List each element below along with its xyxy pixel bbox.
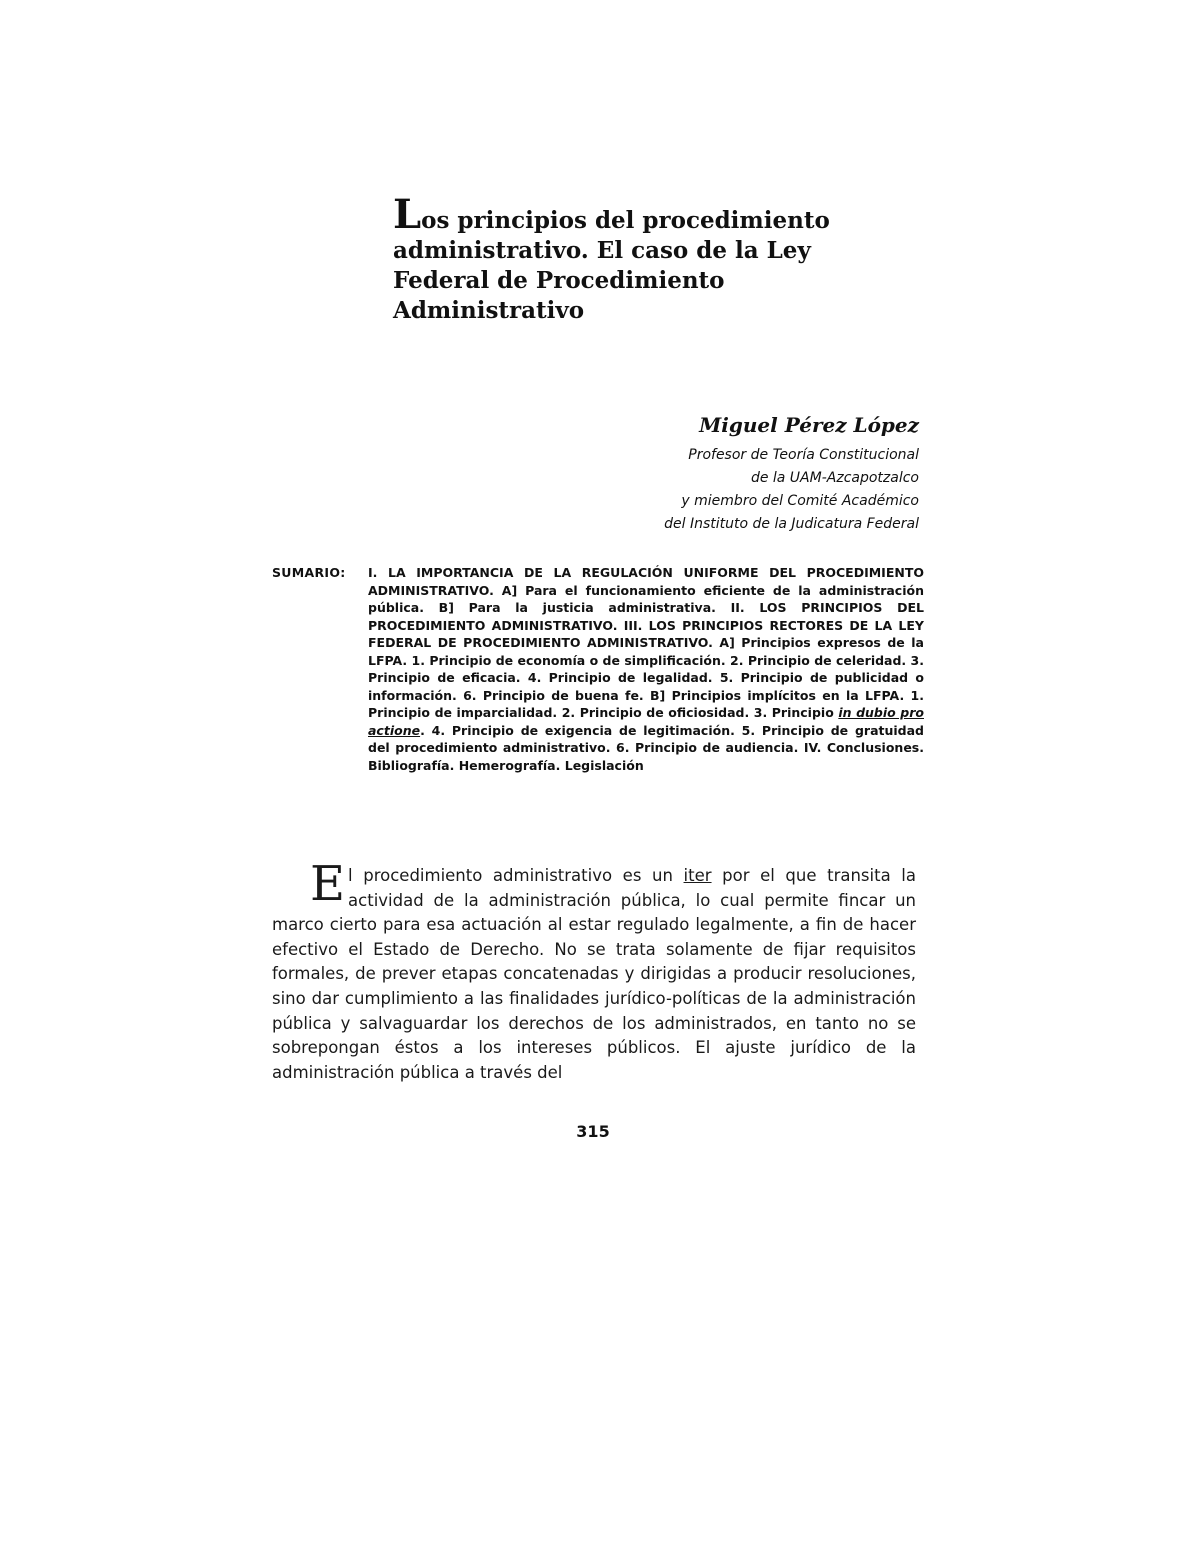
affiliation-line: y miembro del Comité Académico	[681, 493, 919, 509]
body-paragraph	[272, 856, 916, 1085]
body-latin-word: iter	[683, 866, 712, 885]
page-number: 315	[576, 1122, 610, 1141]
title-rest: os principios del procedimiento administrativo. El caso de la Ley Federal de Procedimiento Administrativo	[393, 207, 830, 324]
summary-section	[272, 564, 924, 774]
author-name: Miguel Pérez López	[699, 413, 919, 437]
drop-cap: E	[310, 856, 346, 912]
body-text-part: l procedimiento administrativo es un	[348, 866, 684, 885]
title-initial: L	[393, 191, 422, 238]
body-text-part: por el que transita la actividad de la administración pública, lo cual permite fincar un marco cierto para esa actuación al estar regulado legalmente, a fin de hacer efectivo el Estado de Derecho. No se trata solamente de fijar requisitos formales, de prever etapas concatenadas y dirigidas a producir resoluciones, sino dar cumplimiento a las finalidades jurídico-políticas de la administración pública y salvaguardar los derechos de los administrados, en tanto no se sobrepongan éstos a los intereses públicos. El ajuste jurídico de la administración pública a través del	[272, 866, 916, 1082]
summary-text-part: I. LA IMPORTANCIA DE LA REGULACIÓN UNIFORME DEL PROCEDIMIENTO ADMINISTRATIVO. A] Para el funcionamiento eficiente de la administración pública. B] Para la justicia administrativa. II. LOS PRINCIPIOS DEL PROCEDIMIENTO ADMINISTRATIVO. III. LOS PRINCIPIOS RECTORES DE LA LEY FEDERAL DE PROCEDIMIENTO ADMINISTRATIVO. A] Principios expresos de la LFPA. 1. Principio de economía o de simplificación. 2. Principio de celeridad. 3. Principio de eficacia. 4. Principio de legalidad. 5. Principio de publicidad o información. 6. Principio de buena fe. B] Principios implícitos en la LFPA. 1. Principio de imparcialidad. 2. Principio de oficiosidad. 3. Principio	[368, 565, 924, 720]
author-affiliation	[664, 444, 919, 536]
author-block	[664, 412, 919, 536]
article-title	[393, 191, 873, 326]
summary-latin-phrase: in dubio pro actione	[368, 705, 924, 738]
affiliation-line: de la UAM-Azcapotzalco	[750, 470, 919, 486]
summary-text-part: . 4. Principio de exigencia de legitimación. 5. Principio de gratuidad del procedimiento administrativo. 6. Principio de audiencia. IV. Conclusiones. Bibliografía. Hemerografía. Legislación	[368, 722, 924, 773]
summary-text	[368, 564, 924, 774]
summary-label: SUMARIO:	[272, 565, 346, 580]
affiliation-line: Profesor de Teoría Constitucional	[688, 447, 919, 463]
affiliation-line: del Instituto de la Judicatura Federal	[664, 516, 919, 532]
